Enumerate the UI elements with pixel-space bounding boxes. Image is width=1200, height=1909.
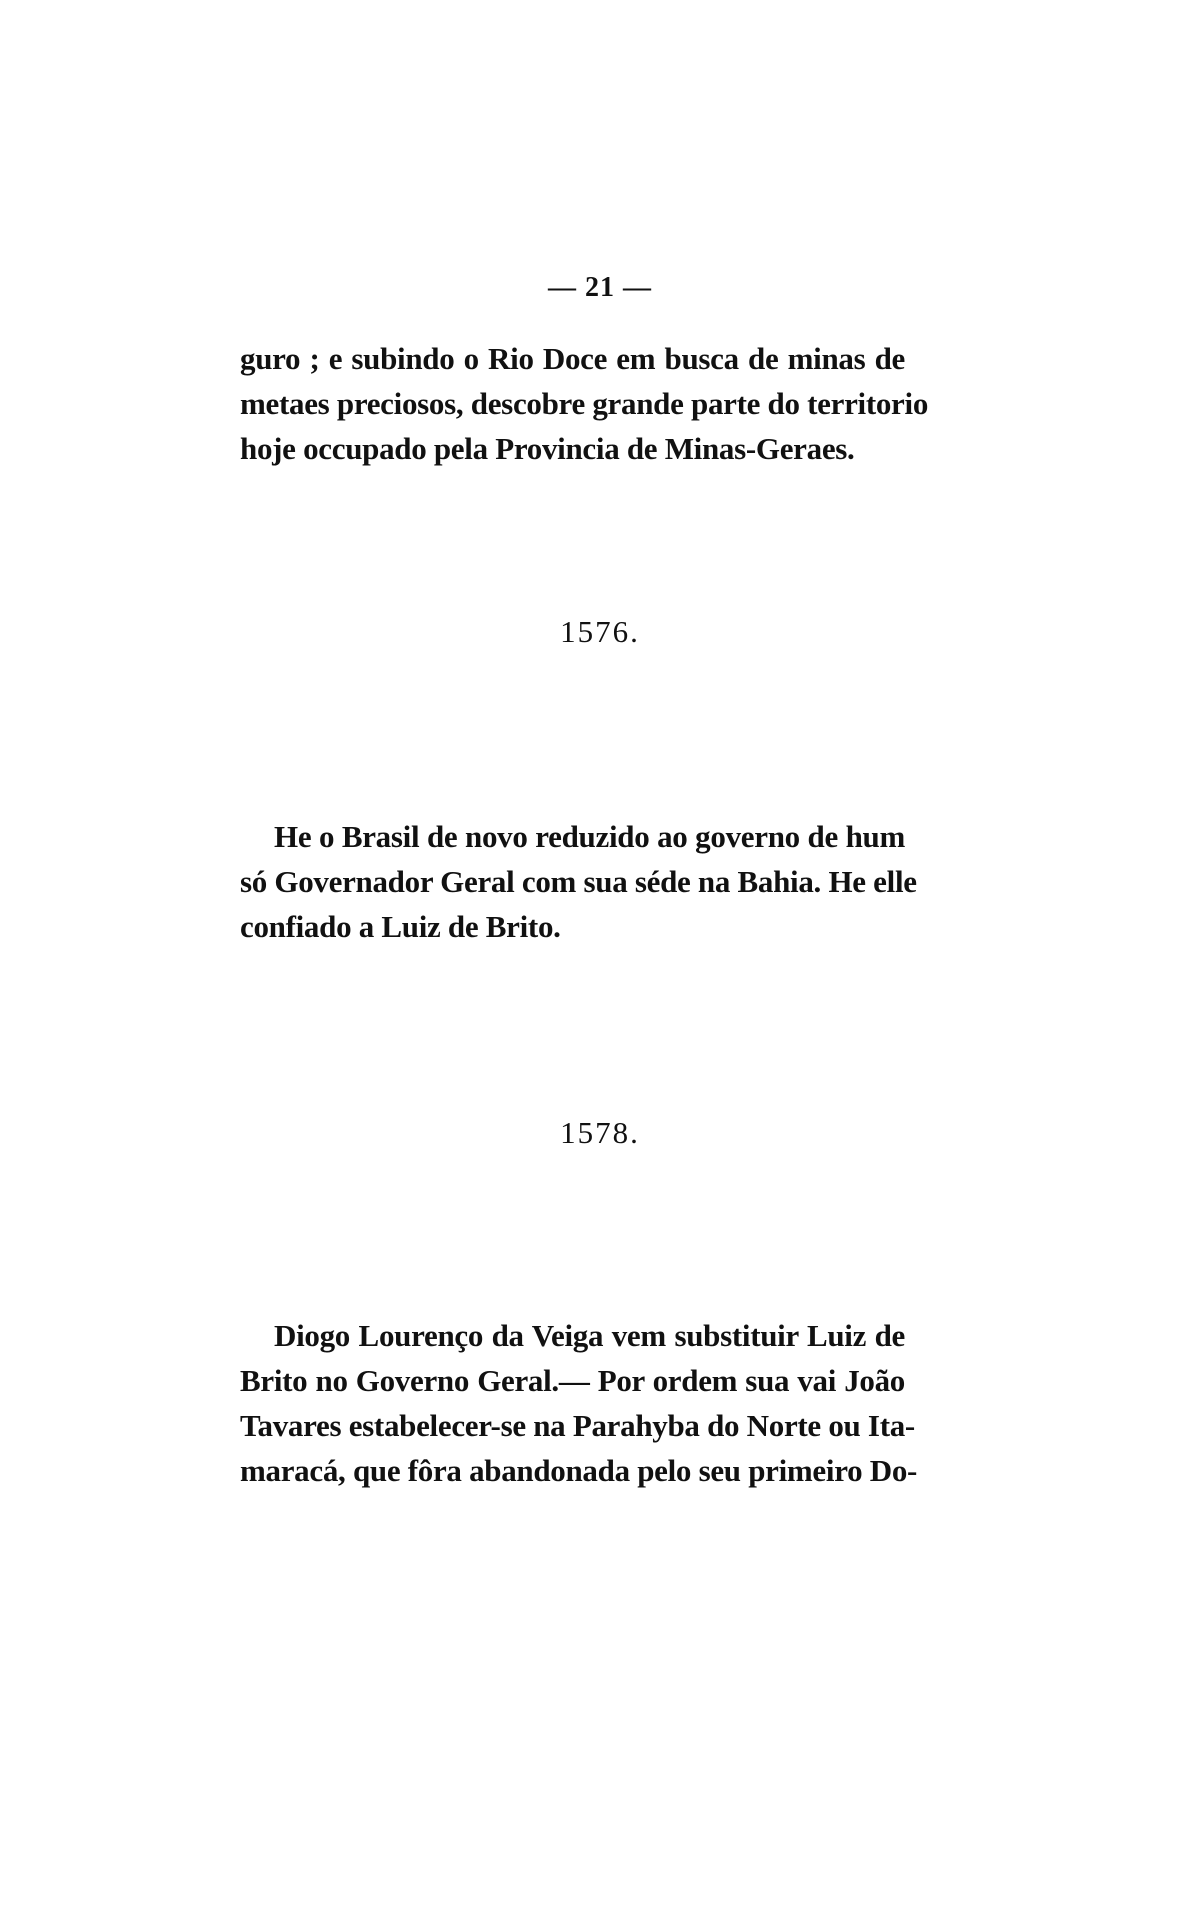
paragraph-1576	[240, 814, 917, 949]
text-line: Brito no Governo Geral.— Por ordem sua vai João	[240, 1363, 905, 1398]
text-line: maracá, que fôra abandonada pelo seu primeiro Do-	[240, 1453, 918, 1488]
text-line: confiado a Luiz de Brito.	[240, 909, 561, 944]
text-line: só Governador Geral com sua séde na Bahia. He elle	[240, 864, 917, 899]
text-line: Diogo Lourenço da Veiga vem substituir Luiz de	[274, 1318, 905, 1353]
paragraph-continuation	[240, 336, 929, 471]
text-line: guro ; e subindo o Rio Doce em busca de minas de	[240, 341, 905, 376]
year-heading-1578: 1578.	[560, 1115, 640, 1150]
page-number: — 21 —	[548, 272, 652, 303]
text-line: hoje occupado pela Provincia de Minas-Geraes.	[240, 431, 855, 466]
text-line: Tavares estabelecer-se na Parahyba do Norte ou Ita-	[240, 1408, 915, 1443]
paragraph-1578	[240, 1313, 918, 1493]
text-line: metaes preciosos, descobre grande parte do territorio	[240, 386, 929, 421]
text-line: He o Brasil de novo reduzido ao governo de hum	[274, 819, 905, 854]
year-heading-1576: 1576.	[560, 614, 640, 649]
